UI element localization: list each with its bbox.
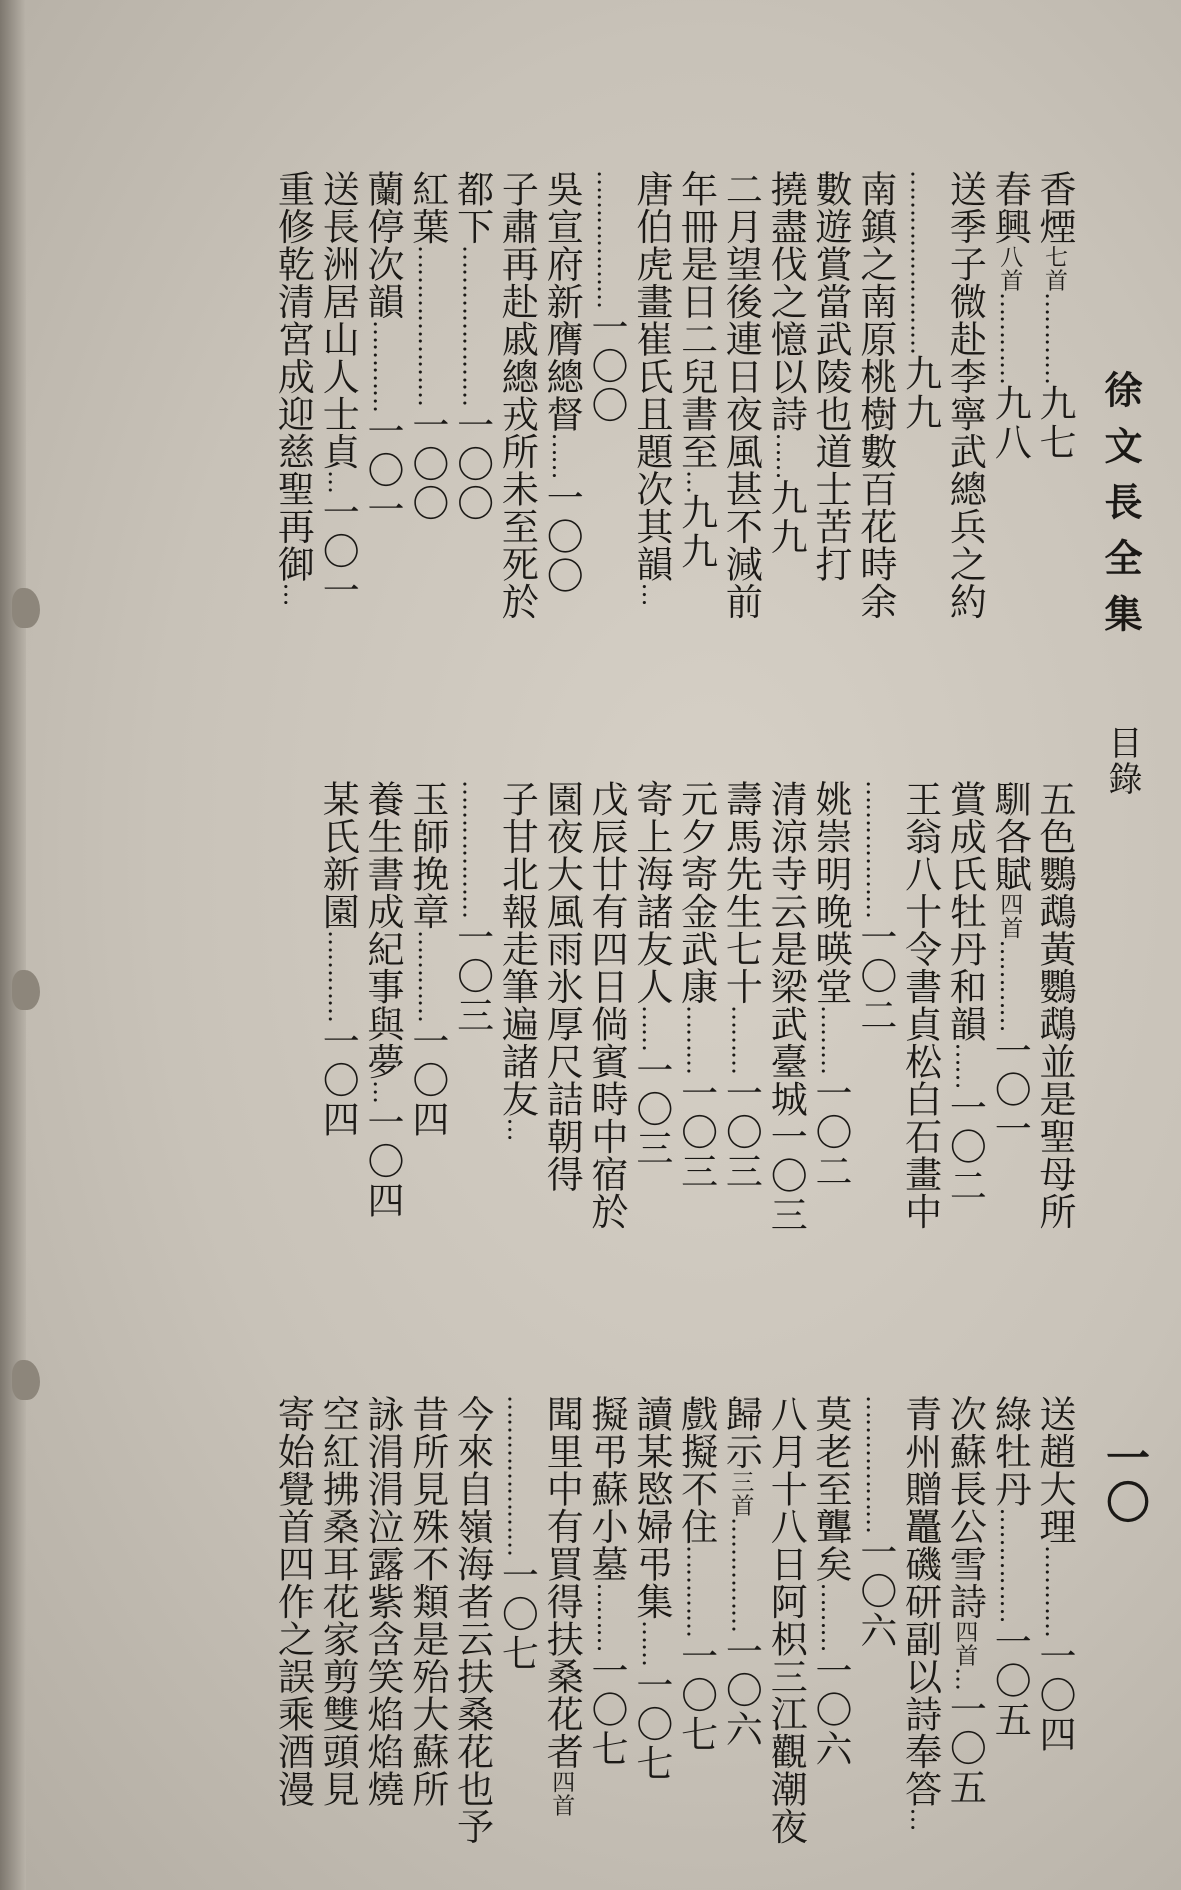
toc-leader-dots: ……… bbox=[681, 1005, 710, 1074]
toc-leader-dots: … bbox=[368, 1080, 396, 1103]
toc-entry-title: 子甘北報走筆遍諸友 bbox=[495, 780, 539, 1118]
toc-entry bbox=[540, 170, 584, 596]
toc-leader-dots: ……………… bbox=[860, 780, 889, 918]
toc-leader-dots: …… bbox=[636, 1005, 665, 1051]
toc-leader-dots: ……………… bbox=[592, 170, 620, 308]
toc-entry bbox=[316, 1395, 360, 1808]
toc-page-number: 一〇三 bbox=[719, 1074, 763, 1191]
toc-page-number: 一〇〇 bbox=[585, 308, 628, 425]
toc-entry-title: 數遊賞當武陵也道士苦打 bbox=[809, 170, 852, 583]
toc-entry-title: 聞里中有買得扶桑花者 bbox=[540, 1395, 584, 1770]
toc-entry-title: 香煙 bbox=[1033, 170, 1076, 245]
toc-page-number: 九九 bbox=[898, 354, 942, 432]
toc-leader-dots: … bbox=[636, 582, 665, 606]
toc-entry bbox=[809, 170, 852, 583]
toc-page-number: 一〇四 bbox=[361, 1103, 404, 1220]
toc-page-number: 一〇〇 bbox=[540, 478, 584, 596]
toc-page-number: 一〇〇 bbox=[405, 406, 449, 523]
toc-leader-dots: … bbox=[323, 470, 352, 493]
toc-entry-title: 戲擬不住 bbox=[674, 1395, 718, 1545]
toc-entry-title: 綠牡丹 bbox=[988, 1395, 1032, 1508]
toc-entry bbox=[764, 780, 808, 1235]
toc-entry bbox=[585, 1395, 628, 1769]
toc-entry-title: 某氏新園 bbox=[316, 780, 360, 930]
toc-entry-title: 青州贈鼉磯研副以詩奉答 bbox=[898, 1395, 942, 1808]
toc-entry bbox=[450, 170, 494, 523]
toc-leader-dots: … bbox=[950, 1667, 979, 1690]
toc-entry bbox=[719, 1395, 763, 1749]
toc-entry-title: 送季子微赴李寧武總兵之約 bbox=[943, 170, 987, 620]
toc-entry-title: 馴各賦 bbox=[988, 780, 1032, 893]
toc-leader-dots: … bbox=[681, 470, 710, 493]
toc-page-number: 一〇四 bbox=[1033, 1637, 1076, 1754]
toc-entry bbox=[943, 780, 987, 1206]
toc-leader-dots: ……………… bbox=[457, 780, 486, 918]
toc-entry-title: 二月望後連日夜風甚不減前 bbox=[719, 170, 763, 620]
toc-entry bbox=[853, 1395, 897, 1650]
toc-page-number: 一〇七 bbox=[629, 1666, 673, 1783]
toc-page-number: 一〇五 bbox=[943, 1690, 987, 1807]
toc-entry bbox=[271, 1395, 315, 1808]
toc-entry bbox=[674, 1395, 718, 1754]
toc-entry-title: 清涼寺云是梁武臺城 bbox=[764, 780, 808, 1118]
toc-entry bbox=[540, 780, 584, 1193]
toc-entry-title: 擬弔蘇小墓 bbox=[585, 1395, 628, 1583]
book-title: 徐文長全集 bbox=[1098, 370, 1143, 650]
toc-page-number: 一〇四 bbox=[316, 1022, 360, 1139]
toc-entry bbox=[495, 170, 539, 620]
toc-leader-dots: …………… bbox=[995, 1507, 1024, 1623]
page-number: 一〇 bbox=[1098, 1435, 1149, 1524]
toc-leader-dots: ………………… bbox=[457, 245, 486, 406]
toc-entry-note: 四首 bbox=[996, 892, 1023, 940]
toc-entry bbox=[629, 170, 673, 606]
toc-entry-title: 次蘇長公雪詩 bbox=[943, 1395, 987, 1620]
toc-entry bbox=[629, 780, 673, 1168]
toc-page-number: 一〇〇 bbox=[450, 406, 494, 523]
toc-entry bbox=[853, 170, 897, 620]
toc-entry bbox=[495, 1395, 539, 1673]
toc-entry-title: 賞成氏牡丹和韻 bbox=[943, 780, 987, 1043]
toc-entry bbox=[540, 1395, 584, 1817]
toc-entry bbox=[764, 1395, 808, 1845]
toc-entry-title: 養生書成紀事與夢 bbox=[361, 780, 404, 1080]
toc-entry-title: 五色鸚鵡黃鸚鵡並是聖母所 bbox=[1033, 780, 1076, 1230]
toc-page-number: 一〇三 bbox=[629, 1051, 673, 1168]
toc-page-number: 一〇五 bbox=[988, 1622, 1032, 1740]
toc-page-number: 九八 bbox=[988, 384, 1032, 462]
toc-entry-title: 莫老至聾矣 bbox=[809, 1395, 852, 1583]
toc-page-number: 一〇三 bbox=[674, 1074, 718, 1191]
toc-leader-dots: … bbox=[502, 1117, 531, 1141]
toc-page-number: 一〇二 bbox=[853, 918, 897, 1035]
toc-entry bbox=[719, 780, 763, 1191]
toc-entry bbox=[1033, 170, 1076, 462]
toc-entry-title: 都下 bbox=[450, 170, 494, 245]
toc-page-number: 一〇一 bbox=[361, 412, 404, 529]
toc-entry bbox=[585, 170, 628, 425]
toc-leader-dots: ……………… bbox=[860, 1395, 889, 1533]
toc-leader-dots: …… bbox=[950, 1042, 979, 1089]
toc-leader-dots: …………… bbox=[726, 1517, 755, 1632]
toc-entry-title: 園夜大風雨氷厚尺詰朝得 bbox=[540, 780, 584, 1193]
toc-entry bbox=[898, 170, 942, 432]
toc-entry bbox=[988, 780, 1032, 1149]
toc-entry-title: 空紅拂桑耳花家剪雙頭見 bbox=[316, 1395, 360, 1808]
toc-entry bbox=[853, 780, 897, 1035]
page-left-edge bbox=[0, 0, 26, 1890]
toc-entry-title: 吳宣府新膺總督 bbox=[540, 170, 584, 433]
toc-page-number: 一〇四 bbox=[405, 1022, 449, 1139]
toc-entry-title: 子肅再赴戚總戎所未至死於 bbox=[495, 170, 539, 620]
toc-leader-dots: ………… bbox=[1040, 1545, 1068, 1637]
toc-entry-title: 紅葉 bbox=[405, 170, 449, 245]
toc-leader-dots: ………… bbox=[1040, 292, 1068, 384]
toc-entry-title: 撓盡伐之憶以詩 bbox=[764, 170, 808, 433]
toc-leader-dots: …… bbox=[547, 432, 576, 479]
toc-entry bbox=[943, 170, 987, 620]
toc-entry-title: 送趙大理 bbox=[1033, 1395, 1076, 1545]
toc-page-number: 一〇三 bbox=[764, 1117, 808, 1235]
toc-page-number: 九九 bbox=[764, 478, 808, 557]
toc-leader-dots: …… bbox=[771, 432, 800, 479]
toc-leader-dots: … bbox=[905, 1807, 934, 1831]
toc-entry-title: 唐伯虎畫崔氏且題次其韻 bbox=[629, 170, 673, 583]
toc-entry-title: 寄上海諸友人 bbox=[629, 780, 673, 1005]
toc-entry bbox=[361, 170, 404, 529]
toc-entry bbox=[495, 780, 539, 1141]
toc-leader-dots: ……… bbox=[592, 1582, 620, 1652]
toc-entry-title: 南鎮之南原桃樹數百花時余 bbox=[853, 170, 897, 620]
toc-entry bbox=[1033, 780, 1076, 1230]
toc-entry bbox=[764, 170, 808, 557]
toc-entry bbox=[674, 170, 718, 571]
toc-entry-title: 蘭停次韻 bbox=[361, 170, 404, 320]
toc-entry-title: 歸示 bbox=[719, 1395, 763, 1470]
toc-entry bbox=[898, 1395, 942, 1831]
toc-entry bbox=[809, 1395, 852, 1769]
toc-entry-title: 年冊是日二兒書至 bbox=[674, 170, 718, 470]
toc-entry bbox=[809, 780, 852, 1191]
toc-leader-dots: ……… bbox=[816, 1582, 844, 1652]
toc-entry-title: 詠涓涓泣露紫含笑焰焰燒 bbox=[361, 1395, 404, 1808]
binding-hole bbox=[12, 970, 40, 1010]
toc-entry bbox=[674, 780, 718, 1191]
toc-entry-title: 今來自嶺海者云扶桑花也予 bbox=[450, 1395, 494, 1845]
toc-page-number: 九九 bbox=[674, 493, 718, 571]
toc-leader-dots: ………… bbox=[368, 320, 396, 412]
toc-page-number: 一〇七 bbox=[495, 1556, 539, 1673]
toc-page-number: 一〇二 bbox=[809, 1074, 852, 1191]
toc-leader-dots: ………… bbox=[995, 939, 1024, 1032]
toc-entry-note: 七首 bbox=[1041, 245, 1067, 292]
toc-entry-note: 四首 bbox=[548, 1770, 575, 1817]
toc-leader-dots: ………… bbox=[681, 1545, 710, 1637]
toc-leader-dots: ……… bbox=[726, 1005, 755, 1074]
toc-entry bbox=[629, 1395, 673, 1783]
toc-entry-title: 讀某愍婦弔集 bbox=[629, 1395, 673, 1620]
toc-page-number: 九七 bbox=[1033, 384, 1076, 462]
toc-entry-title: 王翁八十令書貞松白石畫中 bbox=[898, 780, 942, 1230]
toc-entry bbox=[405, 170, 449, 523]
toc-entry-title: 昔所見殊不類是殆大蘇所 bbox=[405, 1395, 449, 1808]
toc-entry bbox=[988, 1395, 1032, 1740]
toc-leader-dots: ……… bbox=[816, 1005, 844, 1074]
toc-page-number: 一〇七 bbox=[674, 1637, 718, 1754]
toc-entry bbox=[405, 1395, 449, 1808]
toc-page-number: 一〇二 bbox=[943, 1088, 987, 1206]
toc-entry bbox=[361, 780, 404, 1220]
toc-leader-dots: ………… bbox=[995, 292, 1024, 384]
toc-entry-note: 三首 bbox=[727, 1470, 754, 1517]
toc-entry bbox=[1033, 1395, 1076, 1754]
toc-page-number: 一〇六 bbox=[809, 1651, 852, 1769]
toc-entry-title: 壽馬先生七十 bbox=[719, 780, 763, 1005]
toc-entry-title: 戊辰廿有四日倘賓時中宿於 bbox=[585, 780, 628, 1230]
toc-page-number: 一〇六 bbox=[853, 1533, 897, 1650]
toc-entry-title: 元夕寄金武康 bbox=[674, 780, 718, 1005]
toc-leader-dots: … bbox=[278, 582, 307, 606]
toc-entry bbox=[316, 780, 360, 1139]
toc-entry bbox=[271, 170, 315, 606]
toc-entry-title: 重修乾清宮成迎慈聖再御 bbox=[271, 170, 315, 583]
toc-entry-note: 四首 bbox=[951, 1620, 978, 1667]
toc-page-number: 一〇六 bbox=[719, 1632, 763, 1749]
toc-entry bbox=[585, 780, 628, 1230]
binding-hole bbox=[12, 1360, 40, 1400]
toc-page-number: 一〇一 bbox=[988, 1031, 1032, 1149]
toc-entry bbox=[898, 780, 942, 1230]
toc-entry bbox=[316, 170, 360, 610]
toc-entry bbox=[450, 780, 494, 1035]
binding-hole bbox=[12, 588, 40, 628]
toc-entry-title: 八月十八日阿枳三江觀潮夜 bbox=[764, 1395, 808, 1845]
toc-entry bbox=[405, 780, 449, 1139]
toc-page-number: 一〇一 bbox=[316, 493, 360, 610]
toc-leader-dots: ………… bbox=[412, 930, 441, 1022]
section-title: 目錄 bbox=[1102, 725, 1142, 797]
toc-entry bbox=[988, 170, 1032, 462]
toc-entry-title: 姚崇明晚暎堂 bbox=[809, 780, 852, 1005]
toc-leader-dots: ………………… bbox=[502, 1395, 531, 1556]
toc-leader-dots: ………… bbox=[323, 930, 352, 1022]
toc-entry bbox=[361, 1395, 404, 1808]
toc-entry bbox=[450, 1395, 494, 1845]
toc-leader-dots: ………………… bbox=[412, 245, 441, 406]
toc-leader-dots: …………………… bbox=[905, 170, 934, 354]
toc-entry-title: 送長洲居山人士貞 bbox=[316, 170, 360, 470]
toc-page-number: 一〇三 bbox=[450, 918, 494, 1035]
toc-entry-title: 寄始覺首四作之誤乘酒漫 bbox=[271, 1395, 315, 1808]
toc-leader-dots: …… bbox=[636, 1620, 665, 1666]
toc-entry bbox=[943, 1395, 987, 1807]
toc-entry bbox=[719, 170, 763, 620]
toc-entry-note: 八首 bbox=[996, 245, 1023, 292]
toc-entry-title: 春興 bbox=[988, 170, 1032, 245]
toc-entry-title: 玉師挽章 bbox=[405, 780, 449, 930]
toc-page-number: 一〇七 bbox=[585, 1651, 628, 1769]
